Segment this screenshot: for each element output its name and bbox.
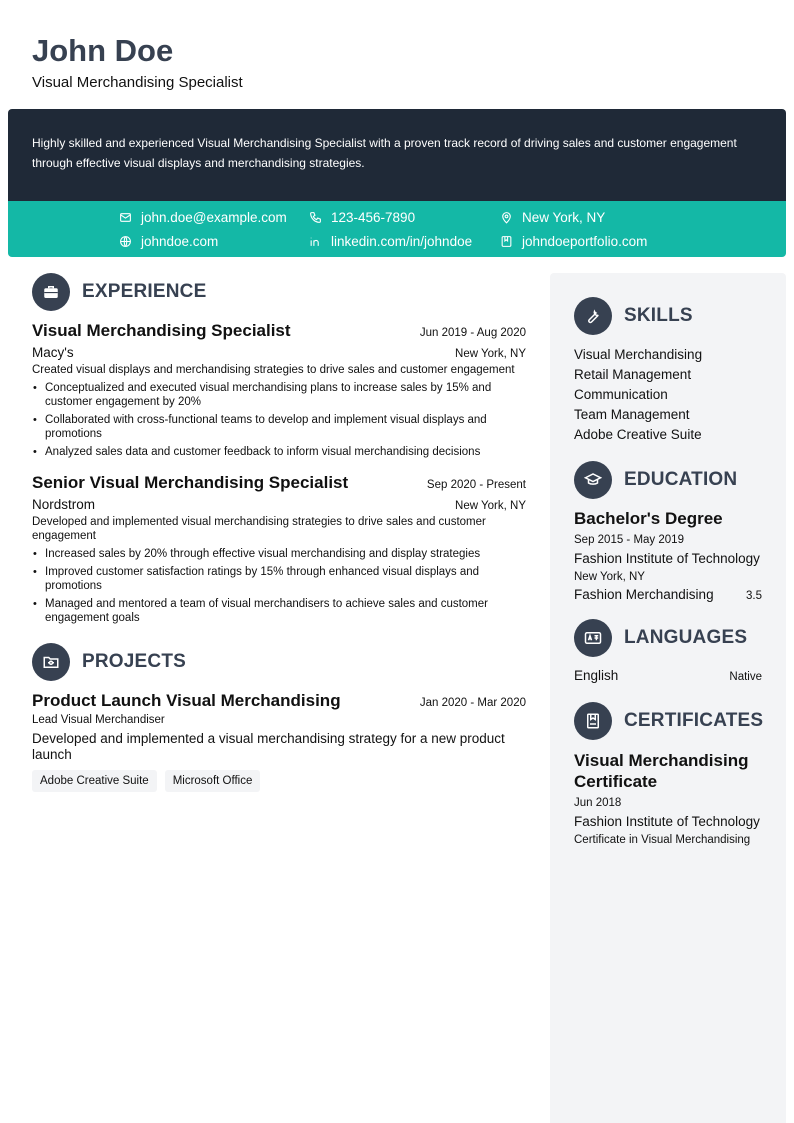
phone-icon — [309, 211, 322, 224]
briefcase-icon — [32, 273, 70, 311]
summary-text: Highly skilled and experienced Visual Merchandising Specialist with a proven track record of driving sales and customer engagement through effective visual displays and merchandising strategies. — [32, 136, 737, 170]
certificate-description: Certificate in Visual Merchandising — [574, 834, 751, 846]
main-column — [32, 273, 526, 792]
contact-website[interactable] — [119, 231, 218, 251]
project-tags — [32, 770, 526, 792]
contact-band — [8, 201, 786, 257]
job-title: Visual Merchandising Specialist — [32, 321, 291, 340]
job-bullets — [32, 381, 526, 459]
experience-title: EXPERIENCE — [82, 281, 207, 302]
certificate-date: Jun 2018 — [574, 797, 622, 809]
languages-section — [574, 619, 762, 684]
education-header — [574, 461, 762, 499]
job-company: Macy's — [32, 345, 74, 360]
certificates-header — [574, 702, 762, 740]
candidate-title: Visual Merchandising Specialist — [32, 74, 243, 91]
contact-portfolio[interactable] — [500, 231, 647, 251]
translate-icon — [574, 619, 612, 657]
certificate-title: Visual Merchandising Certificate — [574, 751, 749, 791]
contact-phone-text: 123-456-7890 — [331, 209, 416, 225]
certificates-title: CERTIFICATES — [624, 710, 764, 731]
contact-location — [500, 207, 605, 227]
projects-title: PROJECTS — [82, 651, 187, 672]
contact-email-text: john.doe@example.com — [141, 209, 287, 225]
education-location: New York, NY — [574, 571, 645, 583]
project-title: Product Launch Visual Merchandising — [32, 691, 341, 710]
job-title: Senior Visual Merchandising Specialist — [32, 473, 349, 492]
languages-title: LANGUAGES — [624, 627, 748, 648]
job-bullet: • Analyzed sales data and customer feedback to inform visual merchandising decisions — [32, 445, 526, 459]
education-section — [574, 461, 762, 603]
contact-phone[interactable] — [309, 207, 415, 227]
project-tag: Microsoft Office — [165, 770, 261, 792]
job-dates: Jun 2019 - Aug 2020 — [419, 327, 526, 339]
job-description: Developed and implemented visual merchandising strategies to drive sales and customer engagement — [32, 516, 486, 542]
project-tag: Adobe Creative Suite — [32, 770, 157, 792]
education-gpa: 3.5 — [746, 590, 762, 602]
job-bullets — [32, 547, 526, 625]
skill-item: Retail Management — [574, 367, 692, 382]
job-bullet: • Managed and mentored a team of visual merchandisers to achieve sales and customer engagement goals — [32, 597, 526, 625]
skill-item: Visual Merchandising — [574, 347, 703, 362]
job-description: Created visual displays and merchandising strategies to drive sales and customer engagement — [32, 364, 515, 376]
linkedin-icon — [309, 235, 322, 248]
sidebar — [550, 273, 786, 1123]
skills-section — [574, 297, 762, 445]
project-role: Lead Visual Merchandiser — [32, 714, 165, 726]
candidate-name: John Doe — [32, 33, 174, 68]
mail-icon — [119, 211, 132, 224]
map-pin-icon — [500, 211, 513, 224]
skills-header — [574, 297, 762, 335]
job-bullet: • Increased sales by 20% through effective visual merchandising and display strategies — [32, 547, 526, 561]
experience-header — [32, 273, 526, 311]
language-level: Native — [729, 671, 762, 683]
job-bullet: • Conceptualized and executed visual merchandising plans to increase sales by 15% and customer engagement by 20% — [32, 381, 526, 409]
globe-icon — [119, 235, 132, 248]
portfolio-icon — [500, 235, 513, 248]
project-item — [32, 691, 526, 792]
job-company: Nordstrom — [32, 497, 96, 512]
job-dates: Sep 2020 - Present — [426, 479, 526, 491]
contact-portfolio-text: johndoeportfolio.com — [522, 233, 648, 249]
project-dates: Jan 2020 - Mar 2020 — [419, 697, 526, 709]
contact-linkedin[interactable] — [309, 231, 472, 251]
projects-header — [32, 643, 526, 681]
job-bullet: • Improved customer satisfaction ratings by 15% through enhanced visual displays and promotions — [32, 565, 526, 593]
experience-item — [32, 321, 526, 459]
summary-band — [8, 109, 786, 201]
resume-header — [32, 33, 243, 91]
education-dates: Sep 2015 - May 2019 — [574, 534, 684, 546]
language-name: English — [574, 668, 619, 683]
certificate-issuer: Fashion Institute of Technology — [574, 814, 760, 829]
skill-item: Communication — [574, 387, 668, 402]
wrench-icon — [574, 297, 612, 335]
contact-location-text: New York, NY — [522, 209, 606, 225]
job-bullet: • Collaborated with cross-functional teams to develop and implement visual displays and promotions — [32, 413, 526, 441]
graduation-cap-icon — [574, 461, 612, 499]
education-school: Fashion Institute of Technology — [574, 551, 760, 566]
skill-item: Team Management — [574, 407, 690, 422]
education-field: Fashion Merchandising — [574, 587, 714, 602]
certificate-icon — [574, 702, 612, 740]
job-location: New York, NY — [455, 348, 526, 360]
skills-list — [574, 345, 762, 445]
contact-linkedin-text: linkedin.com/in/johndoe — [331, 233, 473, 249]
contact-email[interactable] — [119, 207, 287, 227]
language-item — [574, 668, 762, 684]
skill-item: Adobe Creative Suite — [574, 427, 702, 442]
education-title: EDUCATION — [624, 469, 738, 490]
job-location: New York, NY — [455, 500, 526, 512]
experience-item — [32, 473, 526, 625]
education-degree: Bachelor's Degree — [574, 509, 723, 528]
project-description: Developed and implemented a visual merchandising strategy for a new product launch — [32, 731, 505, 762]
folder-icon — [32, 643, 70, 681]
languages-header — [574, 619, 762, 657]
contact-website-text: johndoe.com — [141, 233, 219, 249]
certificates-section — [574, 702, 762, 847]
skills-title: SKILLS — [624, 305, 693, 326]
